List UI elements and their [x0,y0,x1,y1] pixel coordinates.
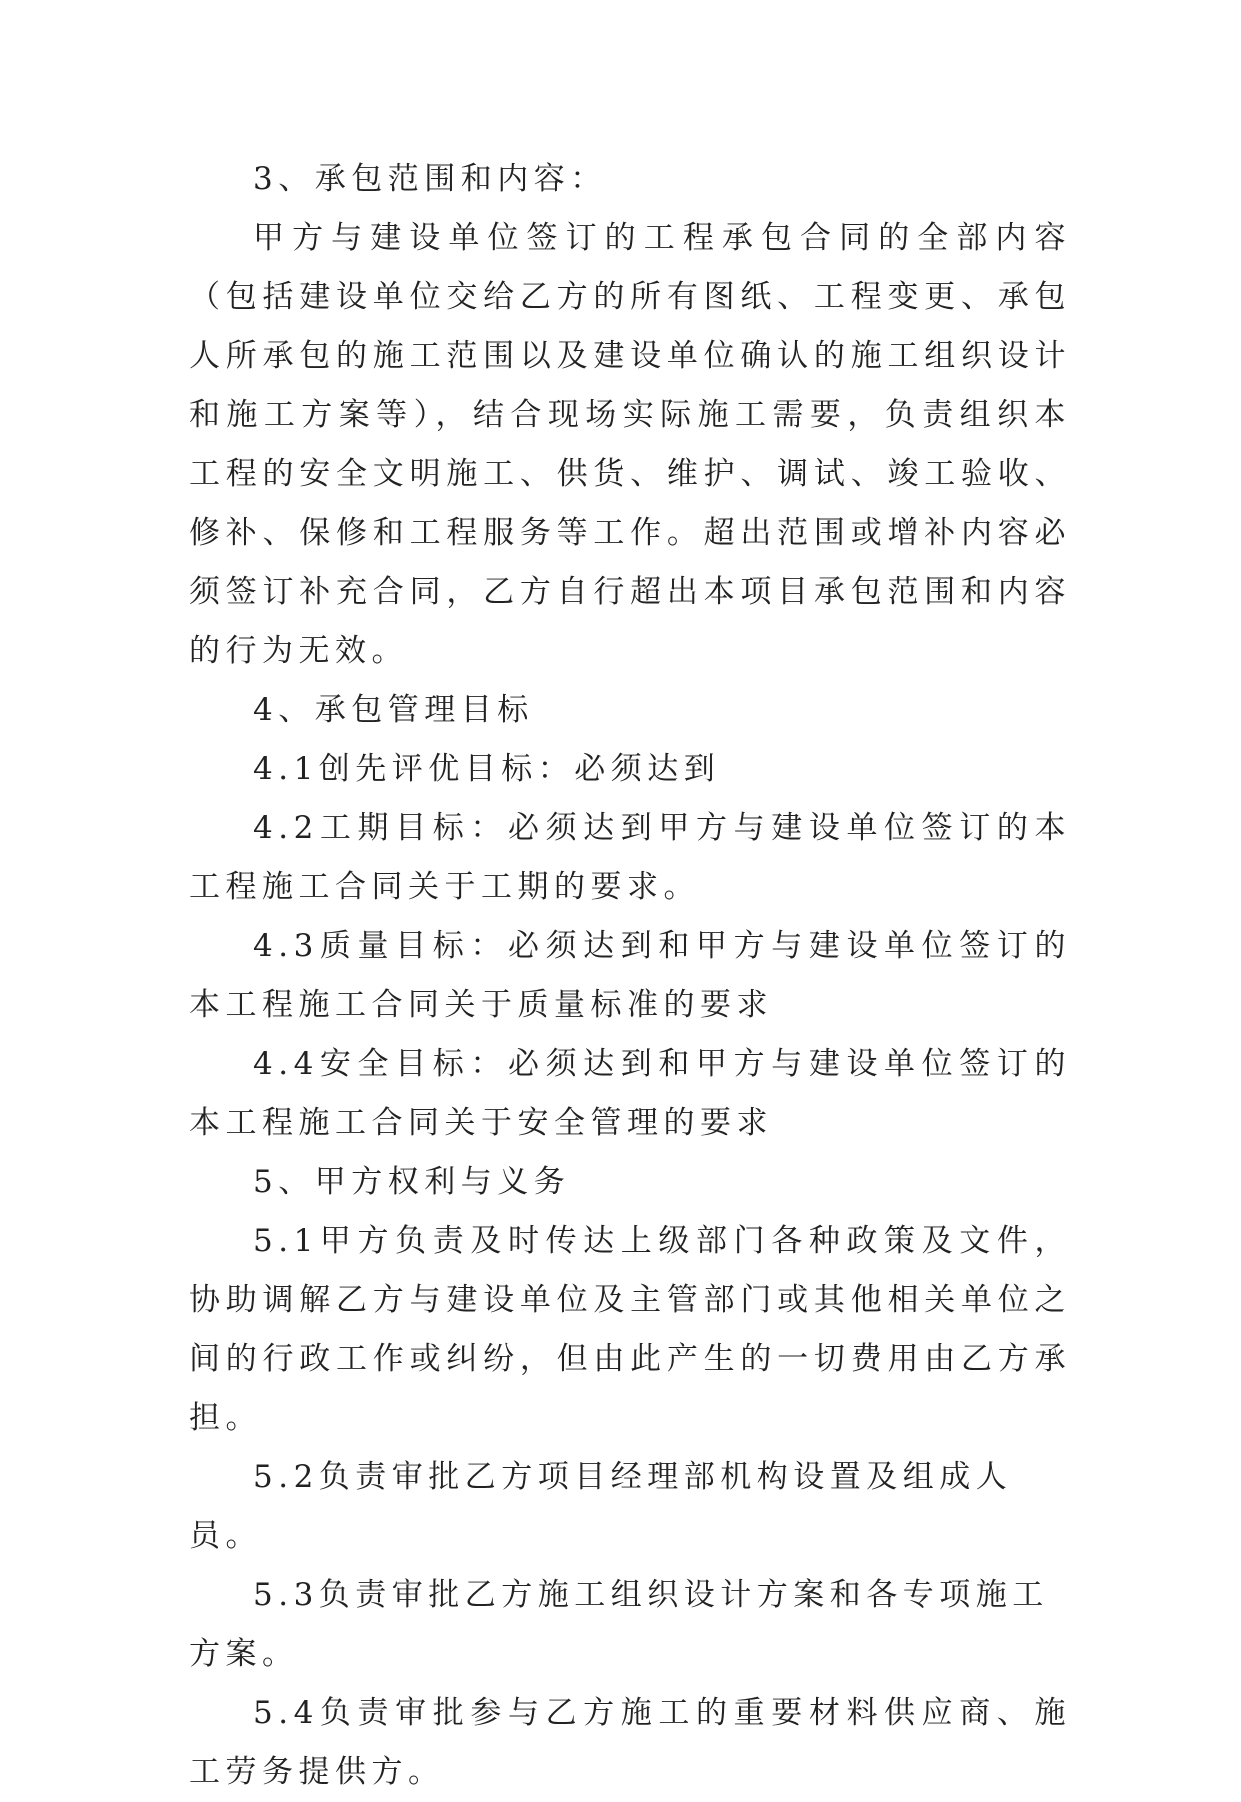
item-5-1-paragraph: 5.1甲方负责及时传达上级部门各种政策及文件，协助调解乙方与建设单位及主管部门或其他相关单位之间的行政工作或纠纷，但由此产生的一切费用由乙方承担。 [189,1223,1071,1436]
section-4-heading: 4、承包管理目标 [253,692,534,728]
section-5-heading: 5、甲方权利与义务 [253,1164,571,1200]
item-5-2-paragraph: 5.2负责审批乙方项目经理部机构设置及组成人员。 [189,1459,1013,1554]
item-4-1-paragraph: 4.1创先评优目标：必须达到 [253,751,721,787]
item-4-3-paragraph: 4.3质量目标：必须达到和甲方与建设单位签订的本工程施工合同关于质量标准的要求 [189,928,1071,1023]
item-5-3-paragraph: 5.3负责审批乙方施工组织设计方案和各专项施工方案。 [189,1577,1049,1672]
item-4-2-paragraph: 4.2工期目标：必须达到甲方与建设单位签订的本工程施工合同关于工期的要求。 [189,810,1071,905]
section-3-content-paragraph: 甲方与建设单位签订的工程承包合同的全部内容（包括建设单位交给乙方的所有图纸、工程变更、承包人所承包的施工范围以及建设单位确认的施工组织设计和施工方案等），结合现场实际施工需要，负责组织本工程的安全文明施工、供货、维护、调试、竣工验收、修补、保修和工程服务等工作。超出范围或增补内容必须签订补充合同，乙方自行超出本项目承包范围和内容的行为无效。 [189,220,1071,669]
section-3-heading: 3、承包范围和内容： [253,161,607,197]
item-5-4-paragraph: 5.4负责审批参与乙方施工的重要材料供应商、施工劳务提供方。 [189,1695,1071,1790]
item-4-4-paragraph: 4.4安全目标：必须达到和甲方与建设单位签订的本工程施工合同关于安全管理的要求 [189,1046,1071,1141]
document-body [189,150,1071,1802]
